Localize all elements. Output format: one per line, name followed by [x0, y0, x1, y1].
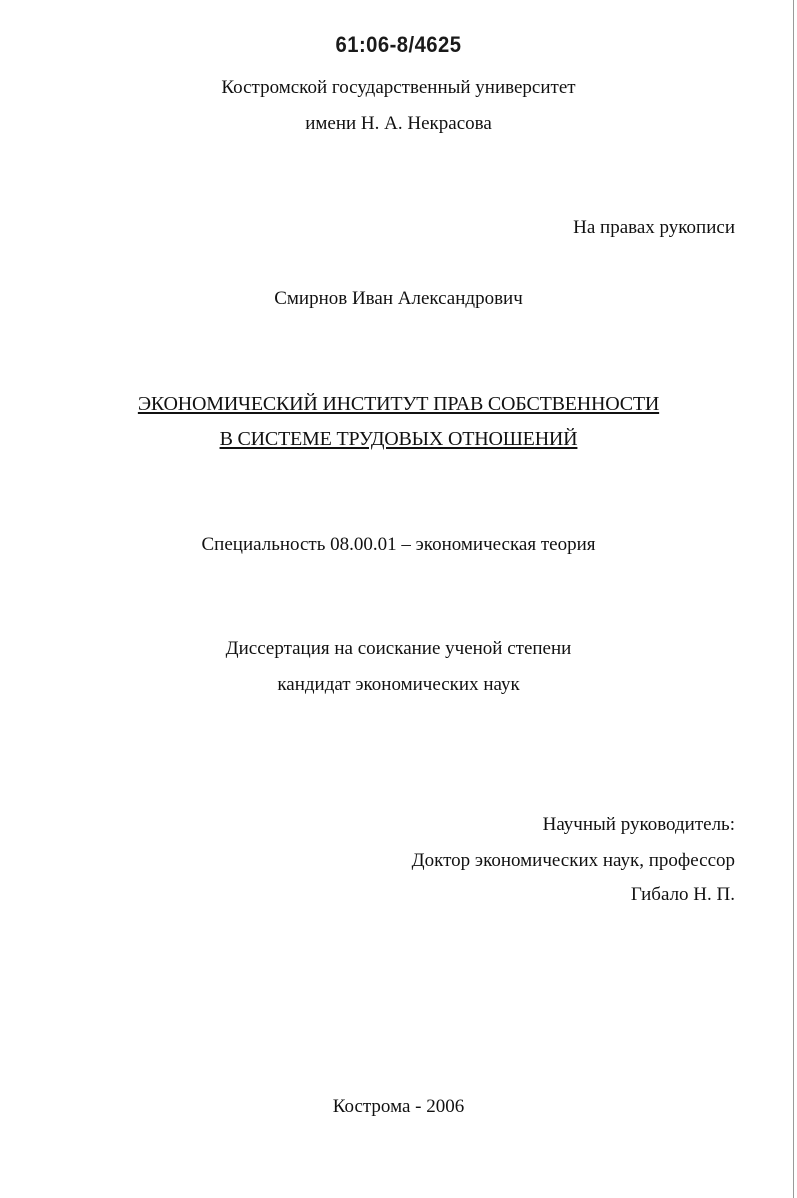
supervisor-name: Гибало Н. П.	[630, 884, 735, 905]
manuscript-note: На правах рукописи	[573, 217, 735, 238]
dissertation-degree-line-1: Диссертация на соискание ученой степени	[225, 638, 572, 659]
specialty: Специальность 08.00.01 – экономическая теория	[201, 534, 596, 555]
university-dedication: имени Н. А. Некрасова	[305, 113, 492, 134]
university-name: Костромской государственный университет	[221, 77, 576, 98]
supervisor-label: Научный руководитель:	[542, 814, 735, 835]
thesis-title-line-2: В СИСТЕМЕ ТРУДОВЫХ ОТНОШЕНИЙ	[219, 428, 578, 450]
place-and-year: Кострома - 2006	[332, 1096, 465, 1117]
dissertation-degree-line-2: кандидат экономических наук	[277, 674, 520, 695]
author-name: Смирнов Иван Александрович	[274, 288, 523, 309]
thesis-title-line-1: ЭКОНОМИЧЕСКИЙ ИНСТИТУТ ПРАВ СОБСТВЕННОСТИ	[137, 393, 660, 415]
library-stamp: 61:06-8/4625	[335, 32, 462, 57]
scan-edge-line	[793, 0, 794, 1198]
supervisor-degree: Доктор экономических наук, профессор	[411, 850, 735, 871]
